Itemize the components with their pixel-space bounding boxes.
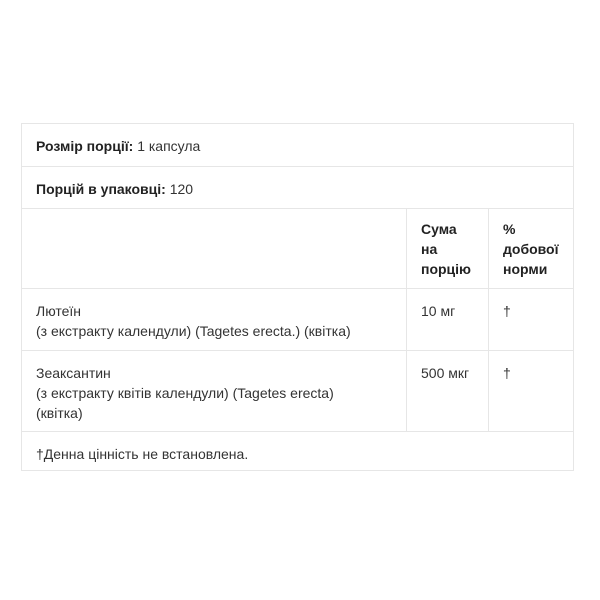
servings-per-container-label: Порцій в упаковці:: [36, 181, 166, 197]
ingredient-name-cell: [22, 289, 407, 350]
table-header-row: [22, 209, 573, 289]
ingredient-name: [36, 363, 400, 423]
header-name-cell: [22, 209, 407, 288]
ingredient-name-cell: [22, 351, 407, 431]
ingredient-dv: †: [503, 303, 511, 319]
ingredient-source: (з екстракту календули) (Tagetes erecta.) (квітка): [36, 323, 351, 339]
servings-per-container-row: [22, 167, 573, 209]
ingredient-source: (квітка): [36, 405, 83, 421]
ingredient-source: (з екстракту квітів календули) (Tagetes erecta): [36, 385, 334, 401]
servings-per-container: [36, 180, 193, 198]
servings-per-container-value: 120: [165, 181, 194, 197]
header-amount-cell: [407, 209, 489, 288]
ingredient-title: Лютеїн: [36, 303, 82, 319]
dv-cell: [489, 351, 573, 431]
dv-header-line: %: [503, 221, 516, 237]
ingredient-name: [36, 301, 400, 341]
serving-size: [36, 137, 200, 155]
ingredient-dv: †: [503, 365, 511, 381]
serving-size-value: 1 капсула: [133, 138, 201, 154]
serving-size-label: Розмір порції:: [36, 138, 134, 154]
ingredient-amount: 10 мг: [421, 303, 456, 319]
amount-header-line: на: [421, 241, 438, 257]
daily-value-header: [503, 219, 567, 279]
header-dv-cell: [489, 209, 573, 288]
amount-cell: [407, 289, 489, 350]
footnote-text: †Денна цінність не встановлена.: [36, 446, 249, 462]
amount-cell: [407, 351, 489, 431]
ingredient-title: Зеаксантин: [36, 365, 111, 381]
amount-header-line: Сума: [421, 221, 457, 237]
dv-header-line: добової: [503, 241, 559, 257]
serving-size-row: [22, 124, 573, 167]
table-row: [22, 289, 573, 351]
table-row: [22, 351, 573, 432]
amount-header-line: порцію: [421, 261, 472, 277]
supplement-facts-table: [21, 123, 574, 471]
ingredient-amount: 500 мкг: [421, 365, 470, 381]
dv-header-line: норми: [503, 261, 548, 277]
dv-cell: [489, 289, 573, 350]
amount-per-serving-header: [421, 219, 482, 279]
footnote-row: [22, 432, 573, 470]
